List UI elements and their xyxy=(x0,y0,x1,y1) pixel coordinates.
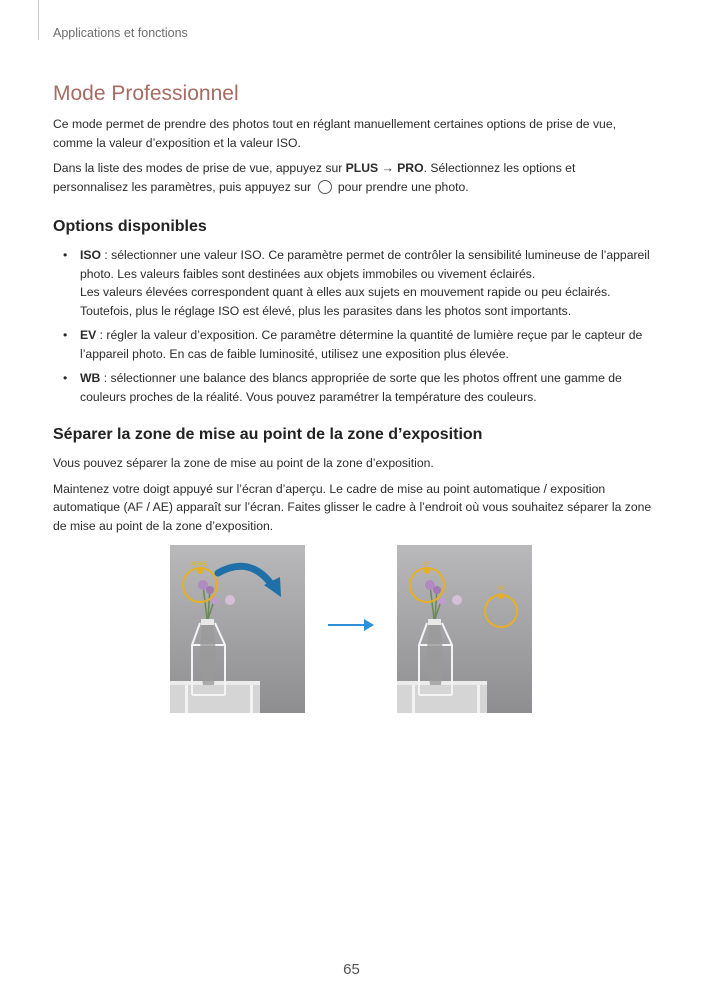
content xyxy=(53,82,653,542)
af-ae-label: AF/AE xyxy=(190,562,208,568)
iso-keyword: ISO xyxy=(80,248,101,262)
af-label: AF xyxy=(423,562,431,568)
preview-before-image xyxy=(170,545,305,713)
section-header: Applications et fonctions xyxy=(53,26,188,40)
page-number: 65 xyxy=(343,961,360,978)
ev-description: : régler la valeur d’exposition. Ce paramètre détermine la quantité de lumière reçue par le capteur de l’appareil photo. En cas de faible luminosité, utilisez une exposition plus élevée. xyxy=(80,328,643,361)
intro-paragraph-2 xyxy=(53,159,653,196)
option-wb xyxy=(53,369,653,406)
preview-before xyxy=(170,545,305,713)
page-title: Mode Professionnel xyxy=(53,82,239,105)
shutter-button-icon xyxy=(318,180,332,194)
preview-after-image xyxy=(397,545,532,713)
bullet: • xyxy=(63,248,68,262)
bullet: • xyxy=(63,371,68,385)
margin-rule xyxy=(38,0,39,40)
preview-after xyxy=(397,545,532,713)
ae-label: AE xyxy=(497,586,506,592)
options-list xyxy=(53,246,653,406)
focus-paragraph-2: Maintenez votre doigt appuyé sur l’écran d’aperçu. Le cadre de mise au point automatique / exposition automatique (AF / AE) apparaît sur l’écran. Faites glisser le cadre à l’endroit où vous souhaitez séparer la zone de mise au point de la zone d’exposition. xyxy=(53,481,652,533)
focus-paragraph-1: Vous pouvez séparer la zone de mise au point de la zone d’exposition. xyxy=(53,456,434,470)
wb-description: : sélectionner une balance des blancs appropriée de sorte que les photos offrent une gamme de couleurs proches de la réalité. Vous pouvez paramétrer la température des couleurs. xyxy=(80,371,622,404)
option-ev xyxy=(53,326,653,363)
focus-figure xyxy=(0,545,703,715)
right-arrow-icon xyxy=(326,617,376,633)
bullet: • xyxy=(63,328,68,342)
pro-keyword: PRO xyxy=(397,161,424,175)
intro-paragraph-1: Ce mode permet de prendre des photos tout en réglant manuellement certaines options de prise de vue, comme la valeur d’exposition et la valeur ISO. xyxy=(53,117,616,150)
intro-text-mid: . Sélectionnez les options et personnalisez les paramètres, puis appuyez sur xyxy=(53,161,576,194)
arrow-glyph: → xyxy=(378,161,398,175)
plus-keyword: PLUS xyxy=(345,161,379,175)
options-heading: Options disponibles xyxy=(53,218,207,235)
focus-heading: Séparer la zone de mise au point de la zone d’exposition xyxy=(53,426,483,443)
ev-keyword: EV xyxy=(80,328,97,342)
wb-keyword: WB xyxy=(80,371,101,385)
iso-description-2: Les valeurs élevées correspondent quant à elles aux sujets en mouvement rapide ou peu éclairés. Toutefois, plus le réglage ISO est élevé, plus les parasites dans les photos sont importants. xyxy=(80,285,611,318)
iso-description: : sélectionner une valeur ISO. Ce paramètre permet de contrôler la sensibilité lumineuse de l’appareil photo. Les valeurs faibles sont destinées aux objets immobiles ou vivement éclairés. xyxy=(80,248,650,281)
option-iso xyxy=(53,246,653,320)
intro-text-after: pour prendre une photo. xyxy=(337,179,469,194)
intro-text-before: Dans la liste des modes de prise de vue, appuyez sur xyxy=(53,161,346,175)
